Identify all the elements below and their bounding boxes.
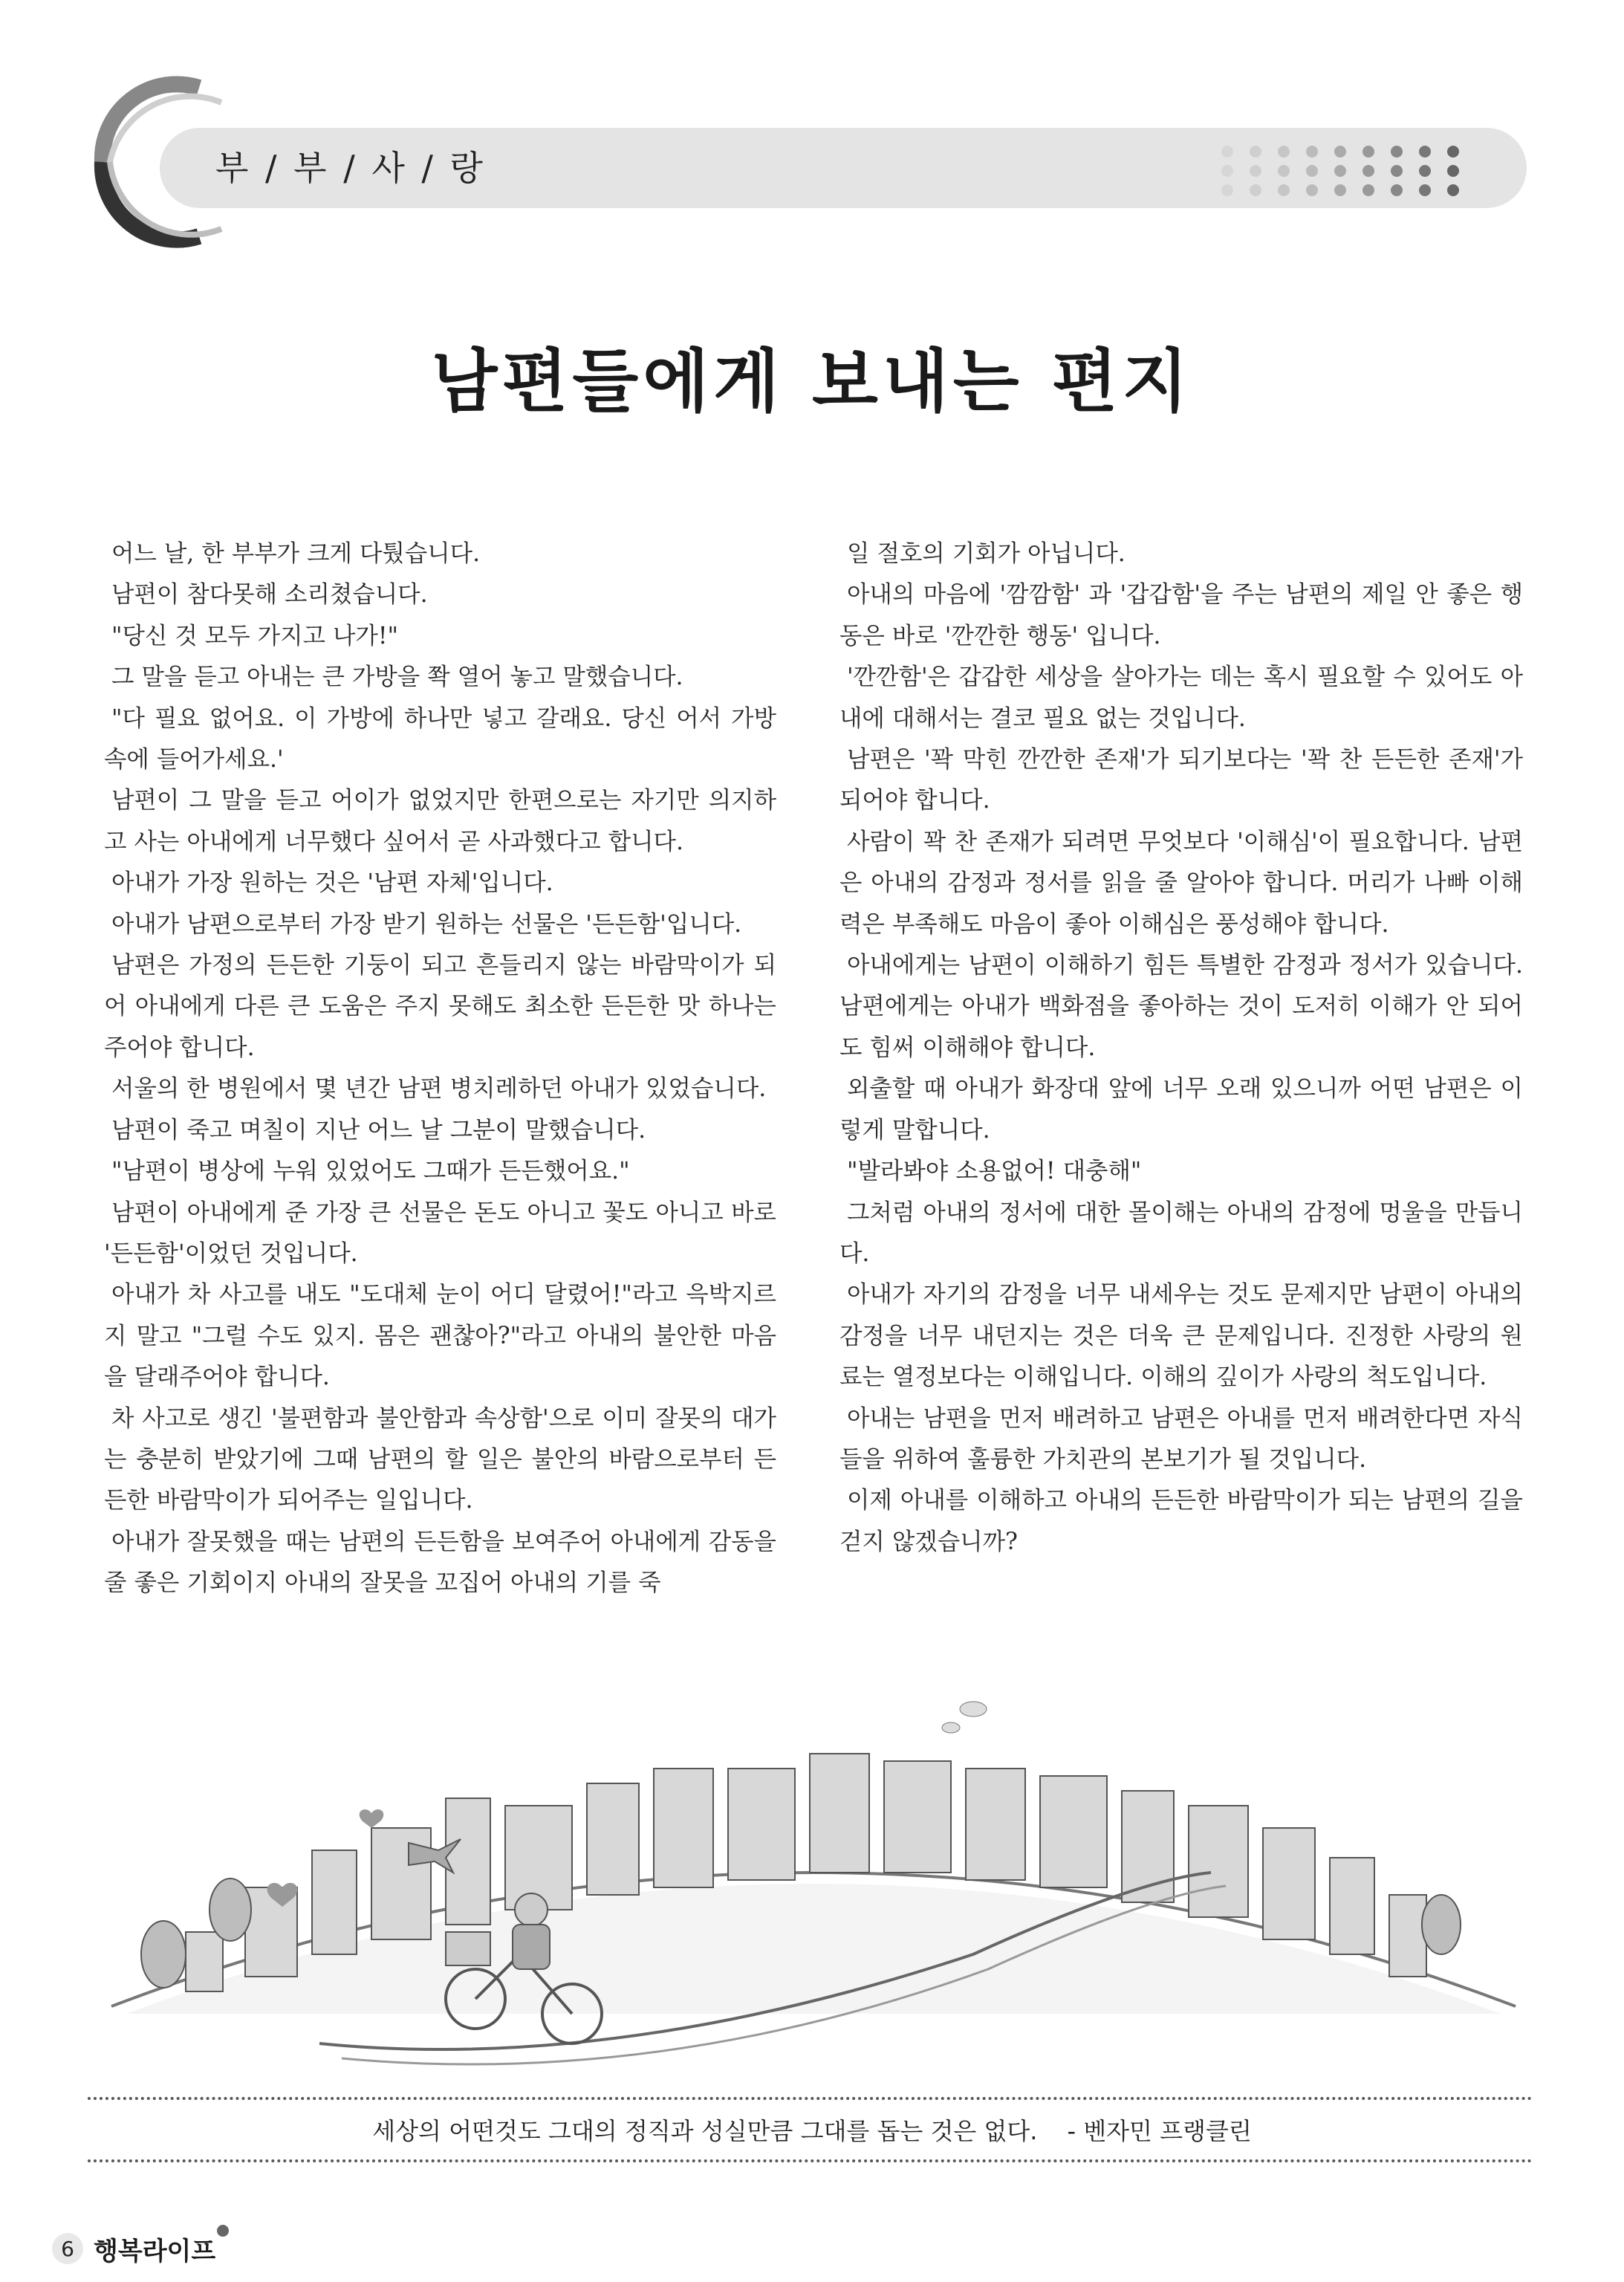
paragraph: 아내가 자기의 감정을 너무 내세우는 것도 문제지만 남편이 아내의 감정을 너무 내던지는 것은 더욱 큰 문제입니다. 진정한 사랑의 원료는 열정보다는 이해입니다. 이해의 깊이가 사랑의 척도입니다. xyxy=(839,1281,1523,1391)
paragraph: 아내에게는 남편이 이해하기 힘든 특별한 감정과 정서가 있습니다. 남편에게는 아내가 백화점을 좋아하는 것이 도저히 이해가 안 되어도 힘써 이해해야 합니다. xyxy=(839,952,1523,1061)
paragraph: 남편이 그 말을 듣고 어이가 없었지만 한편으로는 자기만 의지하고 사는 아내에게 너무했다 싶어서 곧 사과했다고 합니다. xyxy=(104,787,776,855)
paragraph: 남편은 '꽉 막힌 깐깐한 존재'가 되기보다는 '꽉 찬 든든한 존재'가 되어야 합니다. xyxy=(839,746,1523,814)
ornament-dot xyxy=(1306,184,1318,196)
ornament-dot xyxy=(1447,184,1459,196)
ornament-dot xyxy=(1221,165,1233,177)
ornament-dot xyxy=(1221,146,1233,158)
ornament-dot xyxy=(1419,184,1431,196)
ornament-dot xyxy=(1391,165,1403,177)
paragraph: 아내가 차 사고를 내도 "도대체 눈이 어디 달렸어!"라고 윽박지르지 말고 "그럴 수도 있지. 몸은 괜찮아?"라고 아내의 불안한 마음을 달래주어야 합니다. xyxy=(104,1281,776,1391)
paragraph: 그처럼 아내의 정서에 대한 몰이해는 아내의 감정에 멍울을 만듭니다. xyxy=(839,1199,1523,1267)
paragraph: "남편이 병상에 누워 있었어도 그때가 든든했어요." xyxy=(111,1158,630,1185)
paragraph: 서울의 한 병원에서 몇 년간 남편 병치레하던 아내가 있었습니다. xyxy=(111,1075,767,1103)
ornament-dot xyxy=(1391,146,1403,158)
ornament-dot xyxy=(1278,184,1290,196)
paragraph: 일 절호의 기회가 아닙니다. xyxy=(847,540,1126,567)
quote-divider-top xyxy=(88,2097,1533,2100)
paragraph: "당신 것 모두 가지고 나가!" xyxy=(111,622,398,649)
paragraph: 외출할 때 아내가 화장대 앞에 너무 오래 있으니까 어떤 남편은 이렇게 말합니다. xyxy=(839,1075,1523,1144)
paragraph: 사람이 꽉 찬 존재가 되려면 무엇보다 '이해심'이 필요합니다. 남편은 아내의 감정과 정서를 읽을 줄 알아야 합니다. 머리가 나빠 이해력은 부족해도 마음이 좋아 이해심은 풍성해야 합니다. xyxy=(839,828,1523,938)
quote-text: 세상의 어떤것도 그대의 정직과 성실만큼 그대를 돕는 것은 없다. xyxy=(372,2117,1038,2145)
paragraph: 이제 아내를 이해하고 아내의 든든한 바람막이가 되는 남편의 길을 걷지 않겠습니까? xyxy=(839,1487,1523,1555)
ornament-dot xyxy=(1447,146,1459,158)
paragraph: 어느 날, 한 부부가 크게 다퉜습니다. xyxy=(111,540,481,567)
paragraph: 그 말을 듣고 아내는 큰 가방을 쫙 열어 놓고 말했습니다. xyxy=(111,664,683,691)
ornament-dot xyxy=(1362,146,1374,158)
section-label: 부 / 부 / 사 / 랑 xyxy=(215,148,486,188)
paragraph: 남편이 아내에게 준 가장 큰 선물은 돈도 아니고 꽃도 아니고 바로 '든든함'이었던 것입니다. xyxy=(104,1199,776,1267)
right-column xyxy=(839,534,1523,1563)
ornament-dot xyxy=(1419,146,1431,158)
ornament-dot xyxy=(1419,165,1431,177)
ornament-dot xyxy=(1221,184,1233,196)
paragraph: '깐깐함'은 갑갑한 세상을 살아가는 데는 혹시 필요할 수 있어도 아내에 대해서는 결코 필요 없는 것입니다. xyxy=(839,664,1523,732)
paragraph: 아내가 남편으로부터 가장 받기 원하는 선물은 '든든함'입니다. xyxy=(111,910,742,938)
magazine-name xyxy=(94,2231,215,2267)
paragraph: 아내의 마음에 '깜깜함' 과 '갑갑함'을 주는 남편의 제일 안 좋은 행동은 바로 '깐깐한 행동' 입니다. xyxy=(839,581,1523,649)
magazine-name-text: 행복라이프 xyxy=(94,2236,216,2266)
ornament-dot xyxy=(1250,146,1261,158)
ornament-dot xyxy=(1278,146,1290,158)
ornament-dot xyxy=(1306,165,1318,177)
paragraph: 차 사고로 생긴 '불편함과 불안함과 속상함'으로 이미 잘못의 대가는 충분히 받았기에 그때 남편의 할 일은 불안의 바람으로부터 든든한 바람막이가 되어주는 일입니다. xyxy=(104,1404,776,1514)
paragraph: "다 필요 없어요. 이 가방에 하나만 넣고 갈래요. 당신 어서 가방 속에 들어가세요.' xyxy=(104,704,776,774)
paragraph: "발라봐야 소용없어! 대충해" xyxy=(847,1158,1142,1185)
paragraph: 남편은 가정의 든든한 기둥이 되고 흔들리지 않는 바람막이가 되어 아내에게 다른 큰 도움은 주지 못해도 최소한 든든한 맛 하나는 주어야 합니다. xyxy=(104,952,776,1061)
article-title: 남편들에게 보내는 편지 xyxy=(431,341,1193,421)
ornament-dot xyxy=(1362,184,1374,196)
ornament-dot xyxy=(1391,184,1403,196)
ornament-dot xyxy=(1250,184,1261,196)
paragraph: 남편이 참다못해 소리쳤습니다. xyxy=(111,581,428,609)
ornament-dot xyxy=(1334,184,1346,196)
quote-author: - 벤자민 프랭클린 xyxy=(1067,2117,1252,2145)
dot-grid-ornament xyxy=(1218,141,1478,201)
logo-dot-icon xyxy=(217,2225,229,2237)
left-column xyxy=(104,534,776,1604)
ornament-dot xyxy=(1250,165,1261,177)
page-number: 6 xyxy=(52,2233,83,2264)
paragraph: 아내가 가장 원하는 것은 '남편 자체'입니다. xyxy=(111,869,553,897)
page-footer xyxy=(52,2228,215,2269)
paragraph: 남편이 죽고 며칠이 지난 어느 날 그분이 말했습니다. xyxy=(111,1116,646,1144)
town-cyclist-illustration xyxy=(97,1687,1530,2081)
ornament-dot xyxy=(1278,165,1290,177)
paragraph: 아내는 남편을 먼저 배려하고 남편은 아내를 먼저 배려한다면 자식들을 위하여 훌륭한 가치관의 본보기가 될 것입니다. xyxy=(839,1404,1523,1473)
ornament-dot xyxy=(1334,146,1346,158)
ornament-dot xyxy=(1306,146,1318,158)
ornament-dot xyxy=(1362,165,1374,177)
paragraph: 아내가 잘못했을 때는 남편의 든든함을 보여주어 아내에게 감동을 줄 좋은 기회이지 아내의 잘못을 꼬집어 아내의 기를 죽 xyxy=(104,1528,776,1597)
quote-divider-bottom xyxy=(88,2159,1533,2162)
ornament-dot xyxy=(1334,165,1346,177)
quote-line xyxy=(0,2110,1624,2152)
ornament-dot xyxy=(1447,165,1459,177)
